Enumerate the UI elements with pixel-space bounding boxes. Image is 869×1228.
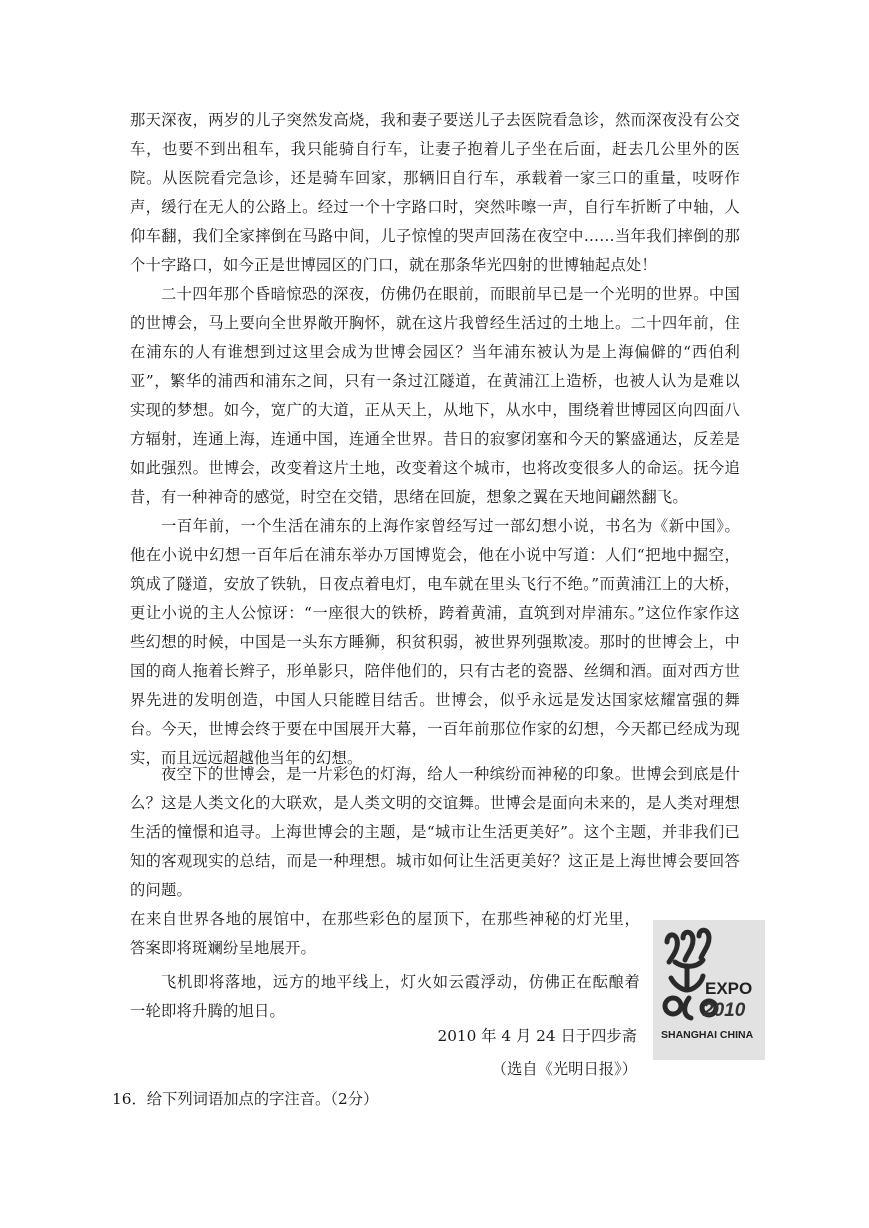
logo-city-text: SHANGHAI CHINA [661, 1029, 754, 1041]
expo-logo [653, 920, 765, 1060]
paragraph-4: 夜空下的世博会，是一片彩色的灯海，给人一种缤纷而神秘的印象。世博会到底是什么？这是人类文化的大联欢，是人类文明的交谊舞。世博会是面向未来的，是人类对理想生活的憧憬和追寻。上海世博会的主题，是“城市让生活更美好”。这个主题，并非我们已知的客观现实的总结，而是一种理想。城市如何让生活更美好？这正是上海世博会要回答的问题。 [130, 765, 740, 899]
paragraph-6: 飞机即将落地，远方的地平线上，灯火如云霞浮动，仿佛正在酝酿着一轮即将升腾的旭日。 [130, 973, 640, 1020]
logo-expo-text: EXPO [705, 979, 753, 998]
question-16: 16．给下列词语加点的字注音。（2分） [112, 1090, 379, 1108]
paragraph-3: 一百年前，一个生活在浦东的上海作家曾经写过一部幻想小说，书名为《新中国》。他在小说中幻想一百年后在浦东举办万国博览会，他在小说中写道：人们“把地中掘空，筑成了隧道，安放了铁轨，日夜点着电灯，电车就在里头飞行不绝。”而黄浦江上的大桥，更让小说的主人公惊讶：“一座很大的铁桥，跨着黄浦，直筑到对岸浦东。”这位作家作这些幻想的时候，中国是一头东方睡狮，积贫积弱，被世界列强欺凌。那时的世博会上，中国的商人拖着长辫子，形单影只，陪伴他们的，只有古老的瓷器、丝绸和酒。面对西方世界先进的发明创造，中国人只能瞠目结舌。世博会，似乎永远是发达国家炫耀富强的舞台。今天，世博会终于要在中国展开大幕，一百年前那位作家的幻想，今天都已经成为现实，而且远远超越他当年的幻想。 [130, 517, 740, 767]
paragraph-2: 二十四年那个昏暗惊恐的深夜，仿佛仍在眼前，而眼前早已是一个光明的世界。中国的世博会，马上要向全世界敞开胸怀，就在这片我曾经生活过的土地上。二十四年前，住在浦东的人有谁想到过这里会成为世博会园区？当年浦东被认为是上海偏僻的“西伯利亚”，繁华的浦西和浦东之间，只有一条过江隧道，在黄浦江上造桥，也被人认为是难以实现的梦想。如今，宽广的大道，正从天上，从地下，从水中，围绕着世博园区向四面八方辐射，连通上海，连通中国，连通全世界。昔日的寂寥闭塞和今天的繁盛通达，反差是如此强烈。世博会，改变着这片土地，改变着这个城市，也将改变很多人的命运。抚今追昔，有一种神奇的感觉，时空在交错，思绪在回旋，想象之翼在天地间翩然翻飞。 [130, 285, 740, 506]
expo-logo-icon [653, 920, 765, 1060]
paragraph-5: 在来自世界各地的展馆中，在那些彩色的屋顶下，在那些神秘的灯光里，答案即将斑斓纷呈地展开。 [130, 910, 640, 957]
signature-date: 2010 年 4 月 24 日于四步斋 [437, 1027, 637, 1045]
logo-year-text: 2010 [703, 1000, 746, 1021]
article-source: （选自《光明日报》） [491, 1060, 637, 1078]
paragraph-1: 那天深夜，两岁的儿子突然发高烧，我和妻子要送儿子去医院看急诊，然而深夜没有公交车，也要不到出租车，我只能骑自行车，让妻子抱着儿子坐在后面，赶去几公里外的医院。从医院看完急诊，还是骑车回家，那辆旧自行车，承载着一家三口的重量，吱呀作声，缓行在无人的公路上。经过一个十字路口时，突然咔嚓一声，自行车折断了中轴，人仰车翻，我们全家摔倒在马路中间，儿子惊惶的哭声回荡在夜空中……当年我们摔倒的那个十字路口，如今正是世博园区的门口，就在那条华光四射的世博轴起点处！ [130, 111, 740, 274]
